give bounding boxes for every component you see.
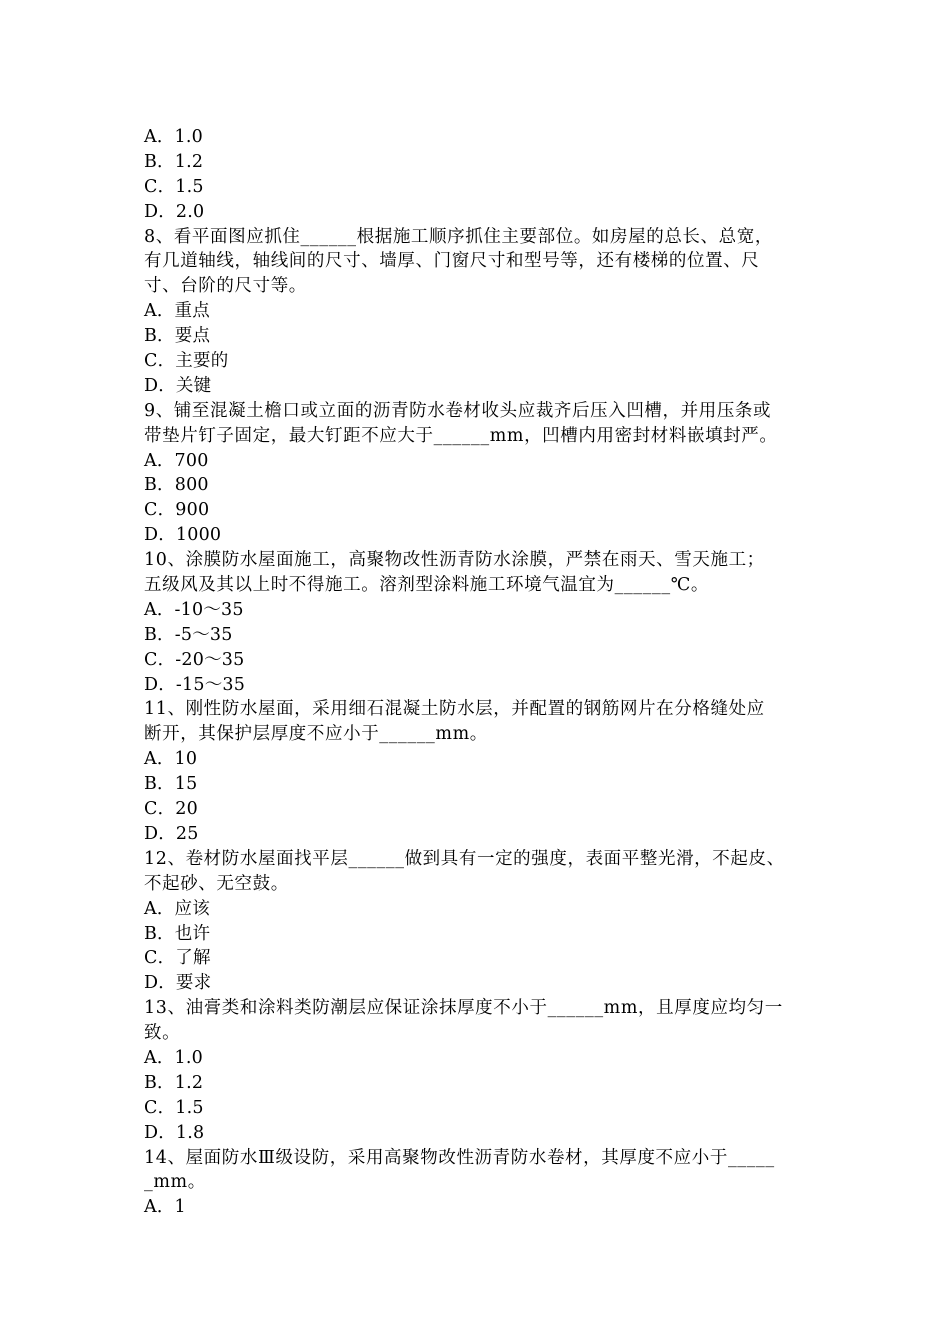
- answer-option: [144, 498, 814, 523]
- answer-option: [144, 822, 814, 847]
- question-line: 五级风及其以上时不得施工。溶剂型涂料施工环境气温宜为______℃。: [144, 575, 709, 596]
- answer-option-text: A．10: [144, 749, 198, 770]
- answer-option: [144, 971, 814, 996]
- answer-option-text: B．15: [144, 774, 198, 795]
- answer-option-text: C．20: [144, 799, 198, 820]
- answer-option: [144, 946, 814, 971]
- question-list: [144, 125, 814, 1220]
- answer-option-text: C．了解: [144, 948, 211, 969]
- answer-option-text: C．900: [144, 500, 210, 521]
- answer-option: [144, 648, 814, 673]
- answer-option-text: B．1.2: [144, 1072, 204, 1093]
- answer-option-text: C．1.5: [144, 176, 204, 197]
- answer-option: [144, 897, 814, 922]
- question-text: [144, 399, 814, 449]
- answer-option: [144, 598, 814, 623]
- answer-option-text: C．-20～35: [144, 649, 245, 670]
- answer-option: [144, 1046, 814, 1071]
- answer-option-text: B．要点: [144, 326, 211, 347]
- question-line: 寸、台阶的尺寸等。: [144, 276, 307, 297]
- answer-option-text: B．1.2: [144, 151, 204, 172]
- answer-option: [144, 200, 814, 225]
- question-line: 不起砂、无空鼓。: [144, 873, 289, 894]
- answer-option: [144, 324, 814, 349]
- answer-option: [144, 772, 814, 797]
- question-line: 12、卷材防水屋面找平层______做到具有一定的强度，表面平整光滑，不起皮、: [144, 848, 785, 869]
- answer-option-text: C．主要的: [144, 351, 229, 372]
- question-line: 10、涂膜防水屋面施工，高聚物改性沥青防水涂膜，严禁在雨天、雪天施工；: [144, 550, 765, 571]
- question-text: [144, 996, 814, 1046]
- answer-option: [144, 1071, 814, 1096]
- question-text: [144, 847, 814, 897]
- answer-option-text: C．1.5: [144, 1097, 204, 1118]
- answer-option: [144, 349, 814, 374]
- answer-option: [144, 922, 814, 947]
- answer-option-text: A．700: [144, 450, 209, 471]
- answer-option-text: A．-10～35: [144, 599, 244, 620]
- question-line: 8、看平面图应抓住______根据施工顺序抓住主要部位。如房屋的总长、总宽，: [144, 226, 773, 247]
- question-line: 致。: [144, 1023, 181, 1044]
- answer-option: [144, 1121, 814, 1146]
- answer-option: [144, 125, 814, 150]
- answer-option-text: A．重点: [144, 301, 210, 322]
- answer-option: [144, 473, 814, 498]
- question-line: 14、屋面防水Ⅲ级设防，采用高聚物改性沥青防水卷材，其厚度不应小于_____: [144, 1147, 775, 1168]
- answer-option-text: A．1.0: [144, 1047, 203, 1068]
- answer-option-text: B．也许: [144, 923, 211, 944]
- answer-option-text: A．1: [144, 1197, 186, 1218]
- answer-option-text: D．关键: [144, 375, 212, 396]
- answer-option: [144, 523, 814, 548]
- answer-option: [144, 747, 814, 772]
- question-line: _mm。: [144, 1172, 206, 1193]
- answer-option-text: B．800: [144, 475, 209, 496]
- question-line: 有几道轴线，轴线间的尺寸、墙厚、门窗尺寸和型号等，还有楼梯的位置、尺: [144, 251, 760, 272]
- answer-option: [144, 374, 814, 399]
- question-line: 9、铺至混凝土檐口或立面的沥青防水卷材收头应裁齐后压入凹槽，并用压条或: [144, 400, 772, 421]
- answer-option-text: D．25: [144, 823, 199, 844]
- question-line: 带垫片钉子固定，最大钉距不应大于______mm，凹槽内用密封材料嵌填封严。: [144, 425, 778, 446]
- answer-option: [144, 1096, 814, 1121]
- answer-option-text: A．应该: [144, 898, 210, 919]
- answer-option: [144, 299, 814, 324]
- answer-option-text: D．要求: [144, 973, 212, 994]
- answer-option-text: D．2.0: [144, 201, 205, 222]
- answer-option: [144, 449, 814, 474]
- answer-option: [144, 175, 814, 200]
- answer-option: [144, 150, 814, 175]
- answer-option-text: D．-15～35: [144, 674, 246, 695]
- answer-option: [144, 1195, 814, 1220]
- answer-option: [144, 797, 814, 822]
- question-line: 11、刚性防水屋面，采用细石混凝土防水层，并配置的钢筋网片在分格缝处应: [144, 699, 765, 720]
- answer-option-text: D．1000: [144, 525, 222, 546]
- question-text: [144, 697, 814, 747]
- answer-option: [144, 673, 814, 698]
- question-line: 断开，其保护层厚度不应小于______mm。: [144, 724, 488, 745]
- answer-option-text: B．-5～35: [144, 624, 233, 645]
- question-line: 13、油膏类和涂料类防潮层应保证涂抹厚度不小于______mm，且厚度应均匀一: [144, 998, 783, 1019]
- answer-option-text: D．1.8: [144, 1122, 205, 1143]
- answer-option: [144, 623, 814, 648]
- question-text: [144, 225, 814, 300]
- question-text: [144, 548, 814, 598]
- answer-option-text: A．1.0: [144, 127, 203, 147]
- question-text: [144, 1146, 814, 1196]
